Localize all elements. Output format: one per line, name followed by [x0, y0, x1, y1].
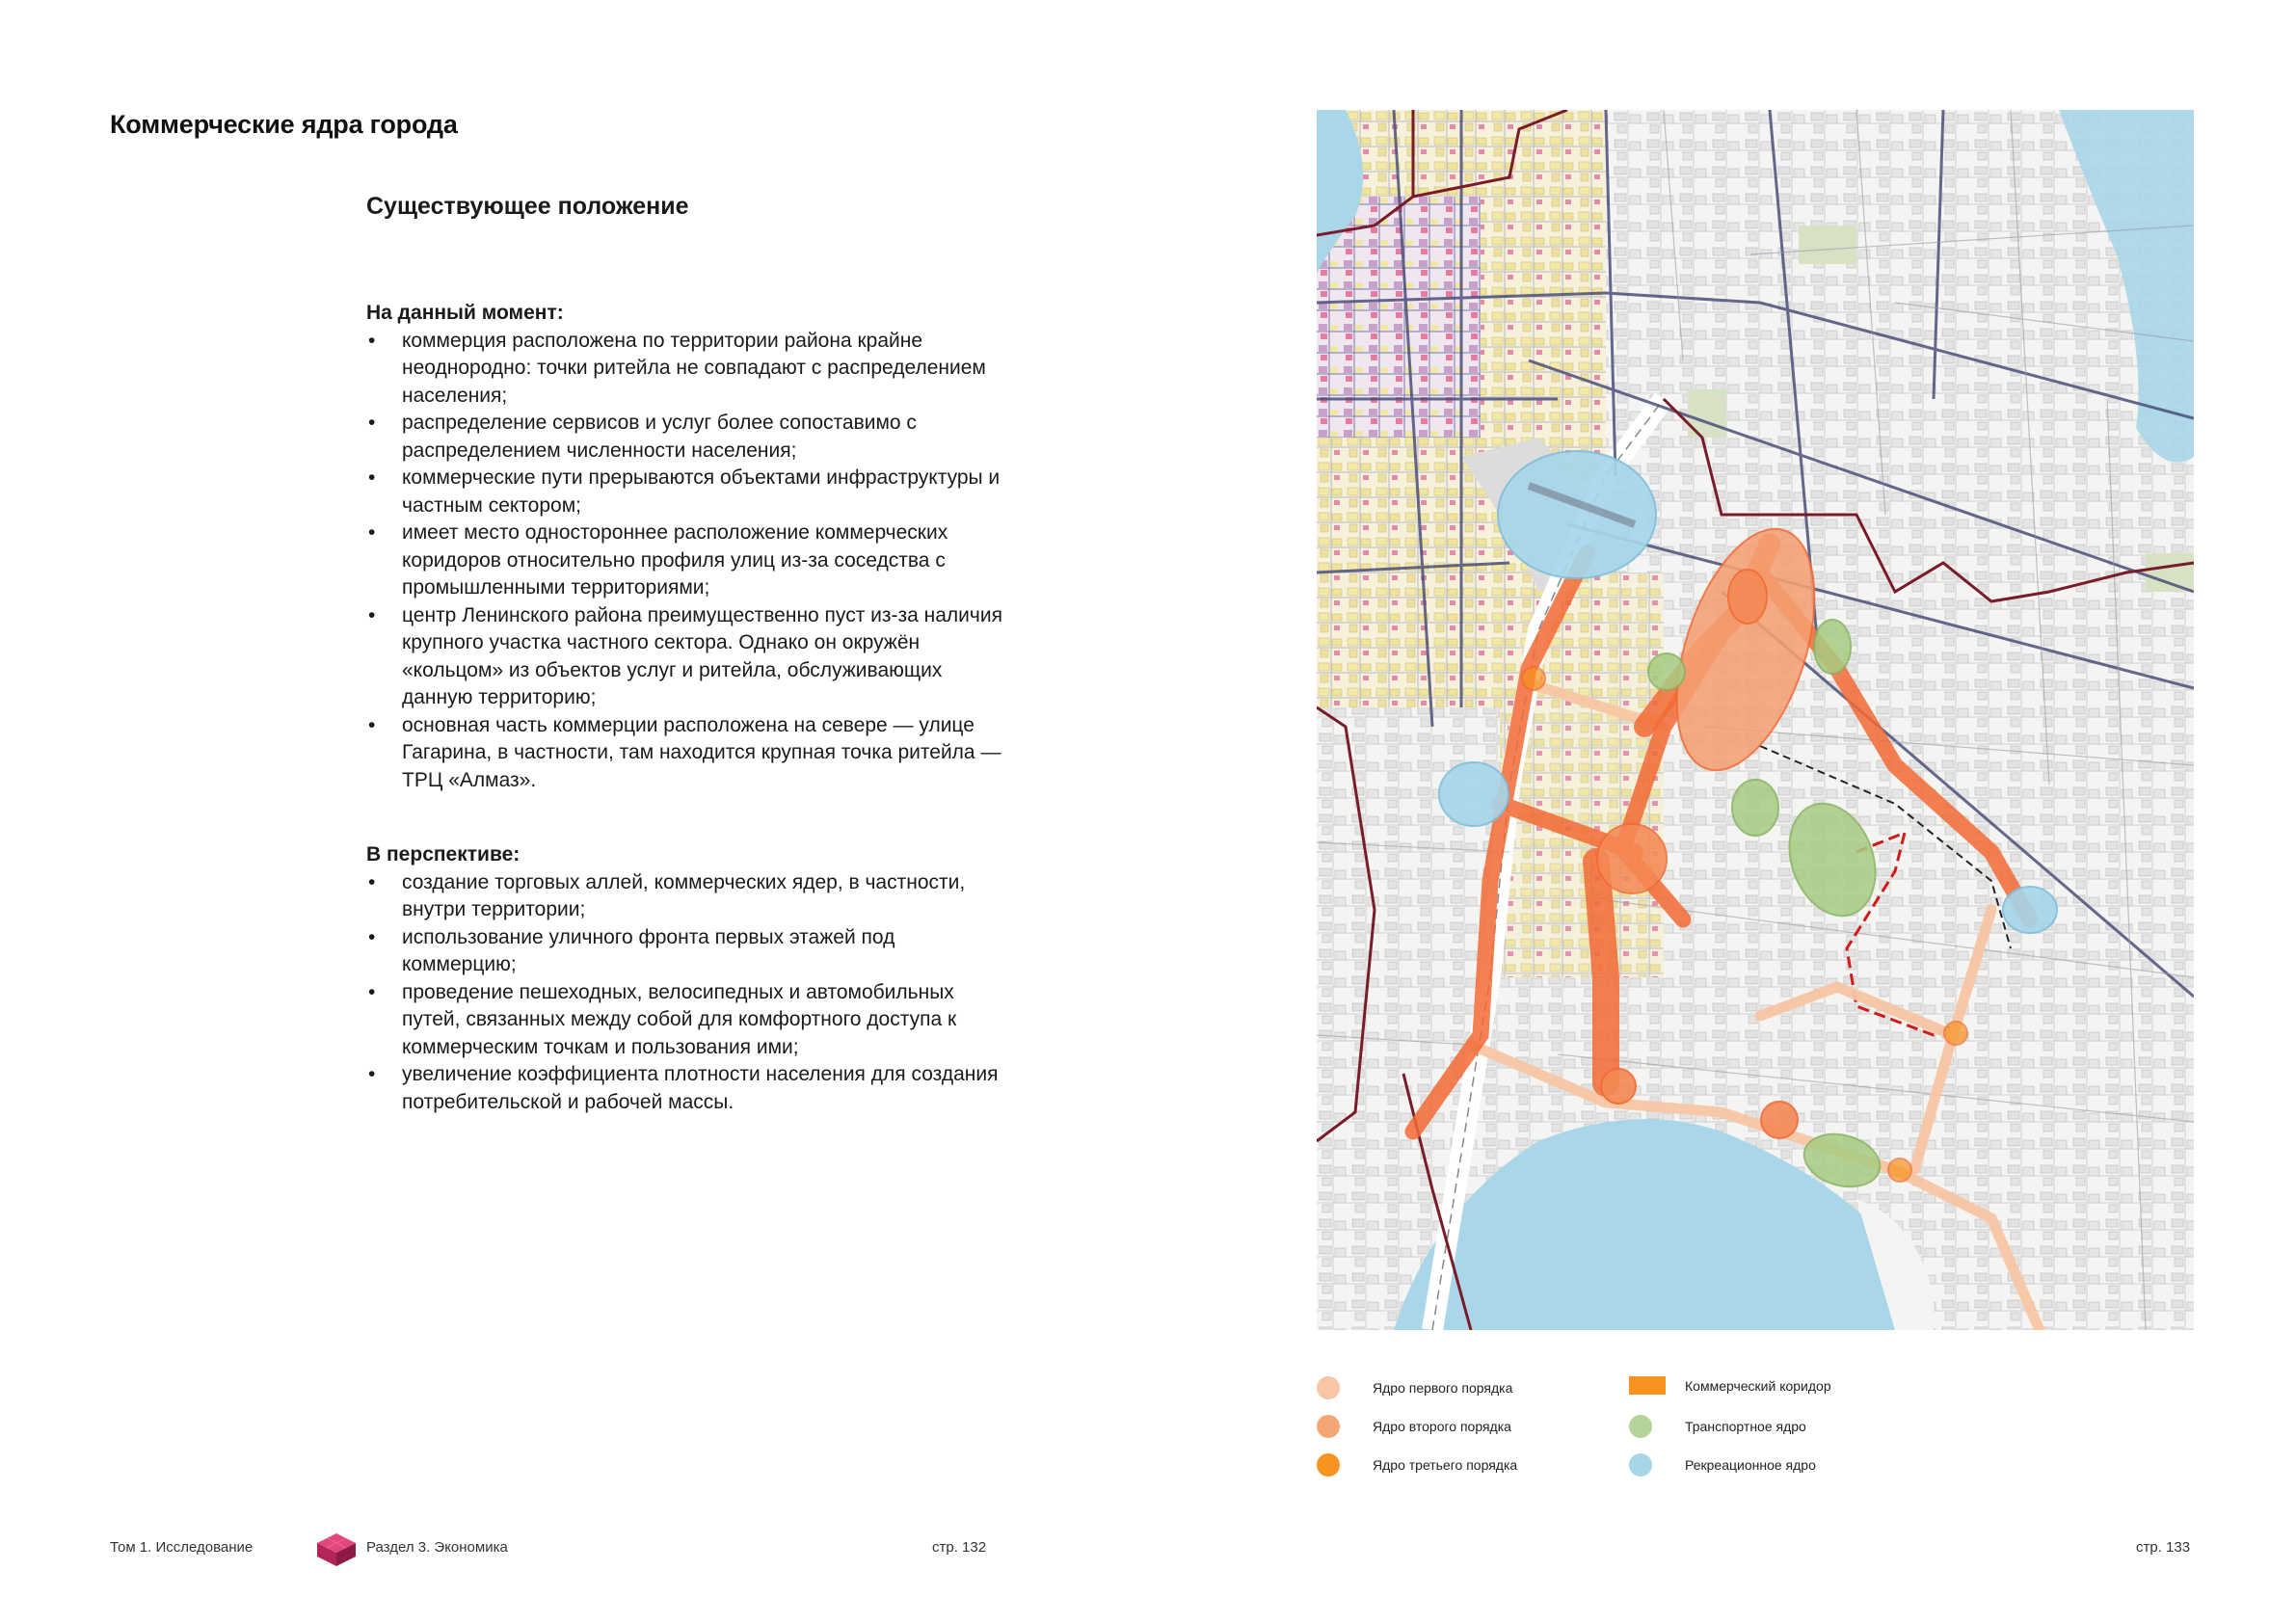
legend-item — [1317, 1453, 1517, 1477]
legend-label: Транспортное ядро — [1685, 1419, 1806, 1434]
commercial-cores-map — [1317, 110, 2194, 1330]
future-list — [366, 869, 1002, 1117]
current-situation-section — [366, 300, 1002, 794]
list-item: • коммерция расположена по территории района крайне неоднородно: точки ритейла не совпадают с распределением населения; — [366, 328, 1002, 411]
future-section — [366, 841, 1002, 1116]
first-order-core-swatch — [1317, 1376, 1340, 1399]
page-title: Коммерческие ядра города — [110, 110, 458, 139]
recreation-core-swatch — [1629, 1453, 1652, 1477]
third-order-core-swatch — [1317, 1453, 1340, 1477]
list-item: • коммерческие пути прерываются объектами инфраструктуры и частным сектором; — [366, 465, 1002, 519]
commercial-corridor-swatch — [1629, 1376, 1666, 1395]
list-item: • основная часть коммерции расположена на севере — улице Гагарина, в частности, там находится крупная точка ритейла — ТРЦ «Алмаз». — [366, 712, 1002, 795]
list-item: • имеет место одностороннее расположение коммерческих коридоров относительно профиля улиц из-за соседства с промышленными территориями; — [366, 519, 1002, 602]
second-order-core-swatch — [1317, 1415, 1340, 1438]
page-number-right: стр. 133 — [2136, 1539, 2191, 1556]
map-legend — [1317, 1367, 1856, 1492]
legend-label: Рекреационное ядро — [1685, 1457, 1816, 1473]
current-heading: На данный момент: — [366, 302, 564, 324]
current-list — [366, 328, 1002, 795]
list-item: • распределение сервисов и услуг более сопоставимо с распределением численности населения; — [366, 410, 1002, 465]
list-item: • использование уличного фронта первых этажей под коммерцию; — [366, 924, 1002, 979]
page-subtitle: Существующее положение — [366, 193, 689, 220]
transport-core-swatch — [1629, 1415, 1652, 1438]
list-item: • увеличение коэффициента плотности населения для создания потребительской и рабочей массы. — [366, 1061, 1002, 1116]
legend-item — [1629, 1415, 1806, 1438]
legend-label: Коммерческий коридор — [1685, 1377, 1831, 1394]
legend-item — [1317, 1376, 1512, 1399]
list-item: • создание торговых аллей, коммерческих ядер, в частности, внутри территории; — [366, 869, 1002, 924]
list-item: • центр Ленинского района преимущественно пуст из-за наличия крупного участка частного сектора. Однако он окружён «кольцом» из объектов услуг и ритейла, обслуживающих данную территорию; — [366, 602, 1002, 712]
footer-volume: Том 1. Исследование — [110, 1539, 254, 1556]
future-heading: В перспективе: — [366, 843, 521, 865]
legend-item — [1629, 1453, 1816, 1477]
page-number-left: стр. 132 — [932, 1539, 987, 1556]
legend-label: Ядро второго порядка — [1373, 1419, 1511, 1434]
legend-item — [1317, 1415, 1511, 1438]
legend-label: Ядро третьего порядка — [1373, 1457, 1518, 1473]
legend-label: Ядро первого порядка — [1373, 1380, 1513, 1396]
legend-item — [1629, 1376, 1831, 1395]
footer-section: Раздел 3. Экономика — [366, 1539, 508, 1556]
section-cube-icon — [315, 1531, 358, 1568]
list-item: • проведение пешеходных, велосипедных и автомобильных путей, связанных между собой для комфортного доступа к коммерческим точкам и пользования ими; — [366, 979, 1002, 1062]
